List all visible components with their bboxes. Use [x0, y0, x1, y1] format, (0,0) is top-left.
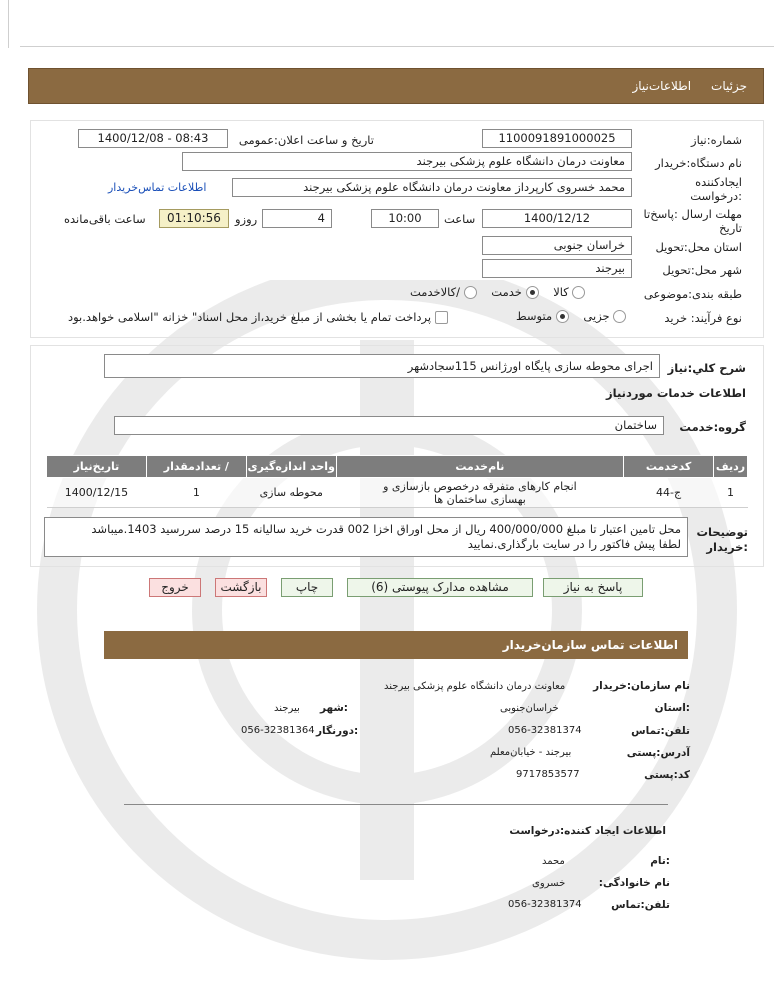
tab-need-info[interactable]: اطلاعات‌نیاز: [632, 79, 692, 93]
days-label: روزو: [235, 212, 258, 226]
table-row: [47, 478, 748, 508]
deadline-label-line2: تاریخ: [719, 221, 742, 235]
process-medium-option[interactable]: متوسط: [516, 309, 569, 323]
contact-org-value: معاونت درمان دانشگاه علوم پزشکی بیرجند: [384, 681, 566, 692]
process-label: نوع فرآیند: خرید: [664, 311, 742, 325]
contact-address-value: بیرجند - خیابان‌معلم: [490, 747, 572, 758]
buyer-notes-label-line1: توضیحات: [696, 525, 748, 539]
col-row-number: ردیف: [714, 456, 748, 478]
buyer-org-field: معاونت درمان دانشگاه علوم پزشکی بیرجند: [182, 152, 632, 171]
tab-details[interactable]: جزئیات: [711, 79, 747, 93]
creator-phone-label: تلفن:تماس: [611, 899, 670, 911]
col-service-name: نام‌خدمت: [336, 456, 623, 478]
contact-divider: [124, 804, 668, 805]
need-description-label: شرح كلي:نیاز: [667, 361, 746, 375]
creator-phone-value: 056-32381374: [508, 899, 582, 910]
creator-label-line2: :درخواست: [690, 189, 742, 203]
process-minor-option[interactable]: جزیی: [583, 309, 626, 323]
cell-service-code: ج-44: [624, 478, 714, 508]
contact-postal-value: 9717853577: [516, 769, 580, 780]
buyer-contact-link[interactable]: اطلاعات تماس‌خریدار: [108, 181, 207, 194]
contact-fax-label: :دورنگار: [316, 725, 359, 737]
contact-phone-label: تلفن:تماس: [631, 725, 690, 737]
category-service-option[interactable]: خدمت: [491, 285, 538, 299]
reply-button[interactable]: پاسخ به نیاز: [543, 578, 643, 597]
deadline-time-label: ساعت: [444, 212, 476, 226]
services-heading: اطلاعات خدمات موردنیاز: [606, 386, 746, 400]
buyer-notes-label-line2: :خریدار: [706, 540, 748, 554]
service-group-field: ساختمان: [114, 416, 664, 435]
col-unit: واحد اندازه‌گیری: [246, 456, 336, 478]
back-button[interactable]: بازگشت: [215, 578, 267, 597]
contact-postal-label: کد:پستی: [644, 769, 690, 781]
announce-field: 1400/12/08 - 08:43: [78, 129, 228, 148]
buyer-notes-line2: لطفا پیش فاکتور را در سایت بارگذاری.نمایید: [467, 537, 681, 551]
contact-address-label: آدرس:پستی: [626, 747, 690, 759]
province-label: استان محل:تحویل: [655, 240, 742, 254]
services-table: [46, 455, 748, 508]
creator-family-label: نام خانوادگی:: [598, 877, 670, 889]
creator-name-value: محمد: [542, 856, 565, 867]
contact-province-value: خراسان‌جنوبی: [500, 703, 559, 714]
creator-info-heading: اطلاعات ایجاد کننده:درخواست: [509, 825, 666, 837]
col-service-code: کدخدمت: [624, 456, 714, 478]
deadline-label-line1: مهلت ارسال :پاسخ‌تا: [643, 207, 742, 221]
need-description-field: اجرای محوطه سازی پایگاه اورژانس 115سجادشهر: [104, 354, 660, 378]
city-field: بیرجند: [482, 259, 632, 278]
buyer-notes-field: [44, 517, 688, 557]
buyer-org-label: نام دستگاه:خریدار: [655, 156, 742, 170]
city-label: شهر محل:تحویل: [662, 263, 742, 277]
province-field: خراسان جنوبی: [482, 236, 632, 255]
goods-service-radio[interactable]: [464, 286, 477, 299]
treasury-note: پرداخت تمام یا بخشی از مبلغ خرید،از محل اسناد" خزانه "اسلامی خواهد.بود: [68, 310, 432, 324]
creator-label-line1: ایجادکننده: [695, 175, 742, 189]
cell-need-date: 1400/12/15: [47, 478, 147, 508]
tab-bar: [28, 68, 764, 104]
medium-radio[interactable]: [556, 310, 569, 323]
buyer-notes-line1: محل تامین اعتبار تا مبلغ 400/000/000 ریال از محل اوراق اخزا 002 قدرت خرید سالیانه 15 درصد سررسید 1403.میباشد: [91, 522, 681, 536]
table-header-row: [47, 456, 748, 478]
remaining-time-display: 01:10:56: [159, 209, 229, 228]
deadline-time-field: 10:00: [371, 209, 439, 228]
col-quantity: / تعدادمقدار: [146, 456, 246, 478]
creator-family-value: خسروی: [532, 878, 566, 889]
need-number-field: 1100091891000025: [482, 129, 632, 148]
contact-city-value: بیرجند: [274, 703, 300, 714]
creator-name-label: :نام: [650, 855, 670, 867]
category-radio-group: [410, 285, 585, 299]
contact-phone-value: 056-32381374: [508, 725, 582, 736]
creator-field: محمد خسروی کارپرداز معاونت درمان دانشگاه علوم پزشکی بیرجند: [232, 178, 632, 197]
process-radio-group: [516, 309, 626, 323]
attachments-button[interactable]: مشاهده مدارک پیوستی (6): [347, 578, 533, 597]
treasury-checkbox[interactable]: [435, 311, 448, 324]
announce-label: تاریخ و ساعت اعلان:عمومی: [238, 133, 374, 147]
deadline-date-field: 1400/12/12: [482, 209, 632, 228]
service-group-label: گروه:خدمت: [679, 420, 746, 434]
days-field: 4: [262, 209, 332, 228]
category-label: طبقه بندی:موضوعی: [643, 287, 742, 301]
col-need-date: تاریخ‌نیاز: [47, 456, 147, 478]
remaining-time-label: ساعت باقی‌مانده: [64, 212, 146, 226]
contact-province-label: :استان: [654, 702, 690, 714]
treasury-payment-option: [68, 310, 448, 324]
goods-radio[interactable]: [572, 286, 585, 299]
need-number-label: شماره:نیاز: [691, 133, 742, 147]
cell-unit: محوطه سازی: [246, 478, 336, 508]
contact-org-label: نام سازمان:خریدار: [593, 680, 690, 692]
frame-edge: [8, 0, 9, 48]
print-button[interactable]: چاپ: [281, 578, 333, 597]
cell-row-number: 1: [714, 478, 748, 508]
category-goods-option[interactable]: کالا: [553, 285, 585, 299]
buyer-contact-heading: اطلاعات تماس سازمان‌خریدار: [104, 631, 688, 659]
minor-radio[interactable]: [613, 310, 626, 323]
top-divider: [20, 46, 774, 47]
cell-service-name: انجام کارهای متفرقه درخصوص بازسازی و بهسازی ساختمان ها: [336, 478, 623, 508]
contact-fax-value: 056-32381364: [241, 725, 315, 736]
contact-city-label: :شهر: [320, 702, 348, 714]
exit-button[interactable]: خروج: [149, 578, 201, 597]
category-goods-service-option[interactable]: /کالاخدمت: [410, 285, 477, 299]
service-radio[interactable]: [526, 286, 539, 299]
cell-quantity: 1: [146, 478, 246, 508]
